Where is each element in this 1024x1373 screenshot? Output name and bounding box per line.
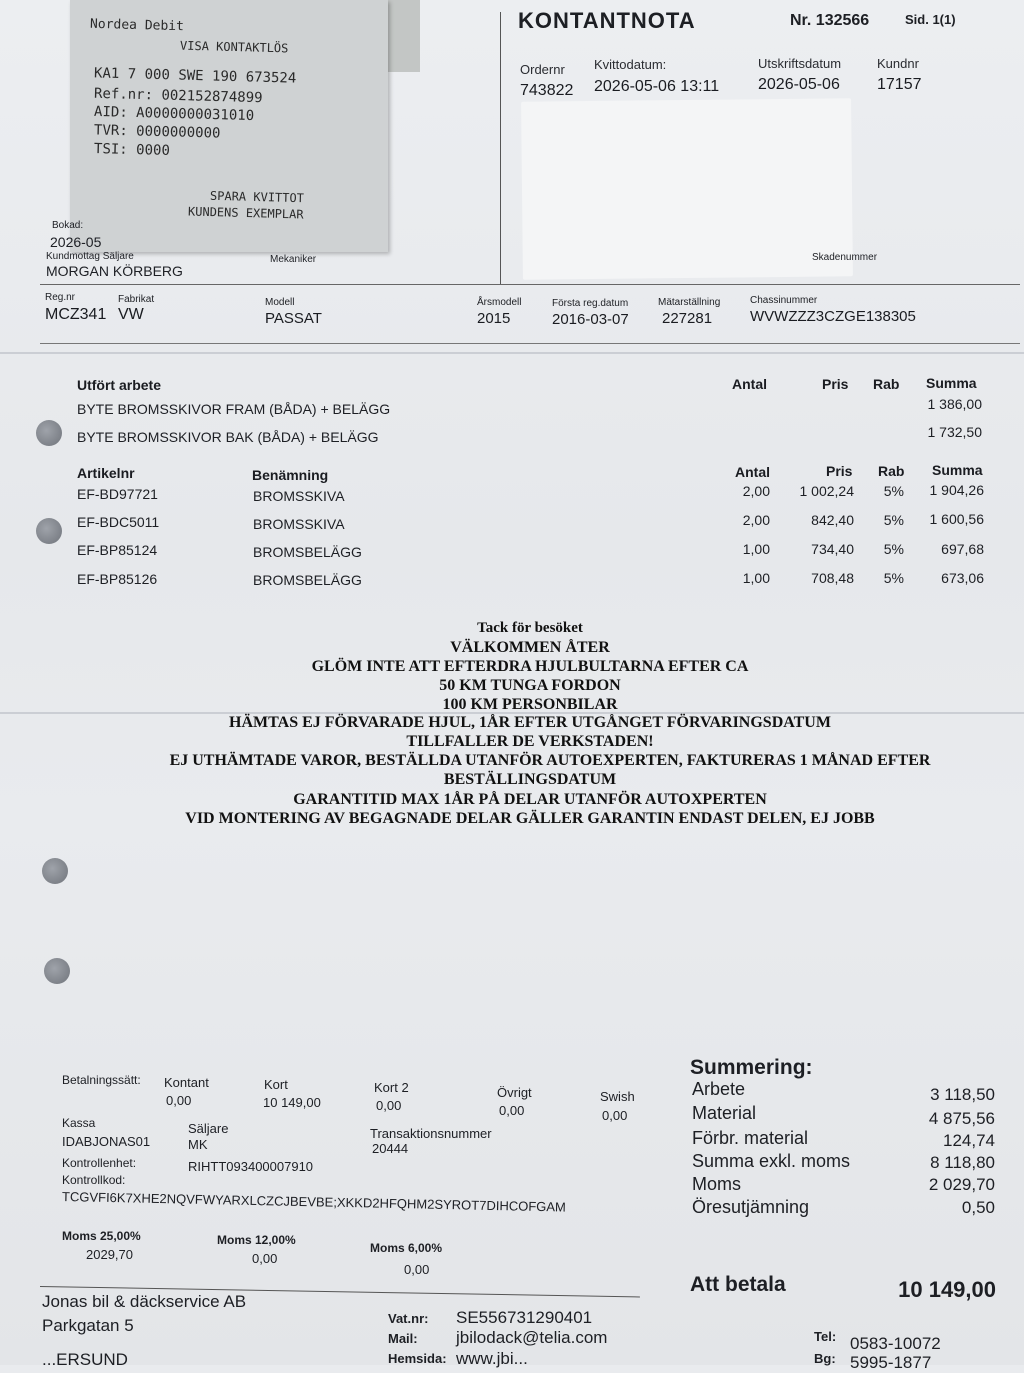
regnr-label: Reg.nr (45, 292, 76, 303)
work-col-rab: Rab (873, 376, 900, 392)
article-nr: EF-BD97721 (77, 486, 158, 502)
article-nr: EF-BP85126 (77, 571, 158, 587)
kort2-label: Kort 2 (374, 1080, 409, 1095)
article-col-ben: Benämning (252, 467, 329, 483)
matar-label: Mätarställning (658, 297, 721, 308)
bg-value: 5995-1877 (850, 1353, 932, 1372)
moms25-label: Moms 25,00% (62, 1229, 141, 1243)
notice-line: 100 KM PERSONBILAR (442, 696, 618, 713)
kvitto-label: Kvittodatum: (594, 57, 667, 72)
document-title: KONTANTNOTA (518, 8, 696, 33)
forsta-label: Första reg.datum (552, 298, 629, 309)
ordernr-value: 743822 (520, 82, 574, 99)
matar-value: 227281 (662, 310, 713, 327)
kort-label: Kort (264, 1077, 288, 1092)
article-pris: 842,40 (811, 512, 854, 528)
summary-value: 8 118,80 (930, 1153, 995, 1172)
moms12-label: Moms 12,00% (217, 1233, 296, 1247)
kassa-value: IDABJONAS01 (62, 1134, 151, 1149)
bokad-label: Bokad: (52, 220, 84, 231)
modell-label: Modell (265, 297, 295, 308)
kontant-value: 0,00 (166, 1093, 192, 1108)
mail-value: jbilodack@telia.com (456, 1328, 608, 1347)
article-col-summa: Summa (932, 462, 983, 478)
work-row-summa: 1 386,00 (927, 396, 982, 412)
article-rab: 5% (883, 483, 904, 499)
receipt-aid: AID: A0000000031010 (93, 103, 255, 125)
kundnr-value: 17157 (877, 76, 922, 93)
kort2-value: 0,00 (376, 1098, 402, 1113)
moms6-label: Moms 6,00% (370, 1241, 443, 1255)
summary-label: Summa exkl. moms (692, 1151, 851, 1171)
vehicle-rule (40, 343, 1020, 344)
kontrollenhet-value: RIHTT093400007910 (188, 1159, 314, 1174)
kassa-label: Kassa (62, 1116, 96, 1130)
company-street: Parkgatan 5 (42, 1316, 134, 1335)
web-value: www.jbi... (456, 1349, 528, 1368)
kontant-label: Kontant (164, 1075, 209, 1090)
notice-line: Tack för besöket (477, 620, 583, 636)
trans-value: 20444 (372, 1141, 409, 1156)
chassi-value: WVWZZZ3CZGE138305 (750, 308, 916, 325)
payment-label: Betalningssätt: (62, 1073, 141, 1087)
kundmott-label: Kundmottag Säljare (46, 251, 134, 262)
article-col-antal: Antal (735, 464, 770, 480)
kort-value: 10 149,00 (263, 1095, 321, 1110)
article-nr: EF-BP85124 (77, 542, 158, 558)
receipt-type: VISA KONTAKTLÖS (179, 38, 289, 56)
article-summa: 1 904,26 (929, 482, 984, 498)
receipt-save: SPARA KVITTOT (209, 188, 305, 206)
notice-line: HÄMTAS EJ FÖRVARADE HJUL, 1ÅR EFTER UTGÅNGET FÖRVARINGSDATUM (229, 714, 831, 731)
modell-value: PASSAT (265, 310, 322, 327)
article-antal: 2,00 (742, 483, 770, 499)
notice-line: VID MONTERING AV BEGAGNADE DELAR GÄLLER GARANTIN ENDAST DELEN, EJ JOBB (185, 810, 875, 827)
article-col-rab: Rab (878, 463, 905, 479)
moms6-value: 0,00 (404, 1262, 430, 1277)
work-col-pris: Pris (822, 376, 849, 392)
summary-label: Moms (692, 1174, 741, 1194)
header-rule (40, 284, 1020, 285)
swish-value: 0,00 (602, 1108, 628, 1123)
summary-label: Arbete (692, 1079, 746, 1099)
receipt-tsi: TSI: 0000 (93, 141, 171, 159)
saljare-value: MK (188, 1137, 208, 1152)
web-label: Hemsida: (388, 1351, 447, 1366)
kundmott-value: MORGAN KÖRBERG (46, 263, 183, 279)
ordernr-label: Ordernr (520, 62, 565, 77)
fabrikat-value: VW (118, 306, 144, 323)
summary-title: Summering: (690, 1056, 813, 1079)
article-col-nr: Artikelnr (77, 465, 135, 481)
forsta-value: 2016-03-07 (552, 311, 629, 328)
tel-value: 0583-10072 (850, 1334, 941, 1353)
company-city: ...ERSUND (42, 1350, 128, 1369)
card-receipt (70, 0, 388, 252)
total-value: 10 149,00 (898, 1277, 996, 1302)
work-col-summa: Summa (926, 375, 977, 391)
document-number: Nr. 132566 (790, 12, 870, 29)
article-name: BROMSSKIVA (253, 488, 345, 504)
notice-line: BESTÄLLINGSDATUM (443, 771, 617, 788)
notice-line: GLÖM INTE ATT EFTERDRA HJULBULTARNA EFTER CA (311, 658, 749, 675)
work-header: Utfört arbete (77, 377, 162, 393)
mail-label: Mail: (388, 1331, 418, 1346)
utskrift-label: Utskriftsdatum (758, 56, 842, 71)
article-summa: 673,06 (941, 570, 984, 586)
page-indicator: Sid. 1(1) (905, 12, 956, 27)
work-row-summa: 1 732,50 (927, 424, 982, 440)
tel-label: Tel: (814, 1329, 837, 1344)
redacted-area (521, 98, 853, 279)
summary-label: Material (692, 1103, 757, 1123)
article-col-pris: Pris (826, 463, 853, 479)
article-pris: 1 002,24 (799, 483, 854, 499)
saljare-label: Säljare (188, 1121, 229, 1136)
receipt-tvr: TVR: 0000000000 (93, 122, 221, 142)
article-antal: 1,00 (742, 541, 770, 557)
arsmodell-value: 2015 (477, 310, 511, 327)
receipt-bank: Nordea Debit (89, 16, 185, 35)
article-antal: 1,00 (742, 570, 770, 586)
notice-line: VÄLKOMMEN ÅTER (450, 639, 610, 656)
article-rab: 5% (883, 541, 904, 557)
notice-line: EJ UTHÄMTADE VAROR, BESTÄLLDA UTANFÖR AUTOEXPERTEN, FAKTURERAS 1 MÅNAD EFTER (169, 752, 931, 769)
article-name: BROMSSKIVA (253, 516, 345, 532)
kontrollenhet-label: Kontrollenhet: (62, 1156, 137, 1170)
chassi-label: Chassinummer (750, 295, 818, 306)
article-pris: 708,48 (811, 570, 854, 586)
total-label: Att betala (690, 1273, 786, 1296)
work-row-desc: BYTE BROMSSKIVOR FRAM (BÅDA) + BELÄGG (77, 401, 391, 417)
ovrigt-value: 0,00 (499, 1103, 525, 1118)
summary-value: 2 029,70 (928, 1175, 995, 1194)
punch-hole (36, 420, 62, 446)
skade-label: Skadenummer (812, 252, 878, 263)
arsmodell-label: Årsmodell (477, 297, 522, 308)
work-col-antal: Antal (732, 376, 767, 392)
summary-value: 4 875,56 (928, 1109, 995, 1128)
utskrift-value: 2026-05-06 (758, 76, 840, 93)
regnr-value: MCZ341 (45, 306, 107, 323)
ovrigt-label: Övrigt (497, 1085, 532, 1100)
company-name: Jonas bil & däckservice AB (42, 1292, 247, 1311)
article-antal: 2,00 (742, 512, 770, 528)
moms25-value: 2029,70 (86, 1247, 133, 1262)
punch-hole (44, 958, 70, 984)
receipt-copy: KUNDENS EXEMPLAR (187, 204, 304, 222)
receipt-card: KA1 7 000 SWE 190 673524 (93, 65, 297, 87)
notice-line: TILLFALLER DE VERKSTADEN! (406, 733, 654, 750)
fabrikat-label: Fabrikat (118, 294, 155, 305)
punch-hole (36, 518, 62, 544)
header-divider (500, 12, 501, 284)
article-nr: EF-BDC5011 (77, 514, 160, 530)
summary-label: Förbr. material (692, 1128, 809, 1148)
summary-value: 0,50 (961, 1198, 995, 1217)
punch-hole (42, 858, 68, 884)
article-pris: 734,40 (811, 541, 854, 557)
kundnr-label: Kundnr (877, 56, 919, 71)
notice-line: GARANTITID MAX 1ÅR PÅ DELAR UTANFÖR AUTOXPERTEN (293, 791, 767, 808)
trans-label: Transaktionsnummer (370, 1126, 492, 1141)
summary-value: 3 118,50 (930, 1085, 995, 1104)
article-name: BROMSBELÄGG (253, 572, 362, 588)
article-summa: 1 600,56 (929, 511, 984, 527)
mekaniker-label: Mekaniker (270, 254, 317, 265)
summary-value: 124,74 (943, 1131, 995, 1150)
kontrollkod-value: TCGVFI6K7XHE2NQVFWYARXLCZCJBEVBE;XKKD2HFQHM2SYROT7DIHCOFGAM (61, 1189, 567, 1215)
article-summa: 697,68 (941, 541, 984, 557)
swish-label: Swish (600, 1089, 635, 1104)
notice-line: 50 KM TUNGA FORDON (439, 677, 621, 694)
receipt-ref: Ref.nr: 002152874899 (93, 85, 263, 107)
article-rab: 5% (883, 512, 904, 528)
summary-label: Öresutjämning (692, 1197, 810, 1217)
bg-label: Bg: (814, 1351, 836, 1366)
moms12-value: 0,00 (252, 1251, 278, 1266)
work-row-desc: BYTE BROMSSKIVOR BAK (BÅDA) + BELÄGG (77, 429, 379, 445)
fold-line (0, 352, 1024, 354)
vat-value: SE556731290401 (456, 1308, 593, 1327)
article-name: BROMSBELÄGG (253, 544, 362, 560)
vat-label: Vat.nr: (388, 1311, 429, 1326)
bokad-value: 2026-05 (50, 234, 102, 250)
kontrollkod-label: Kontrollkod: (62, 1173, 126, 1187)
kvitto-value: 2026-05-06 13:11 (594, 78, 720, 95)
article-rab: 5% (883, 570, 904, 586)
